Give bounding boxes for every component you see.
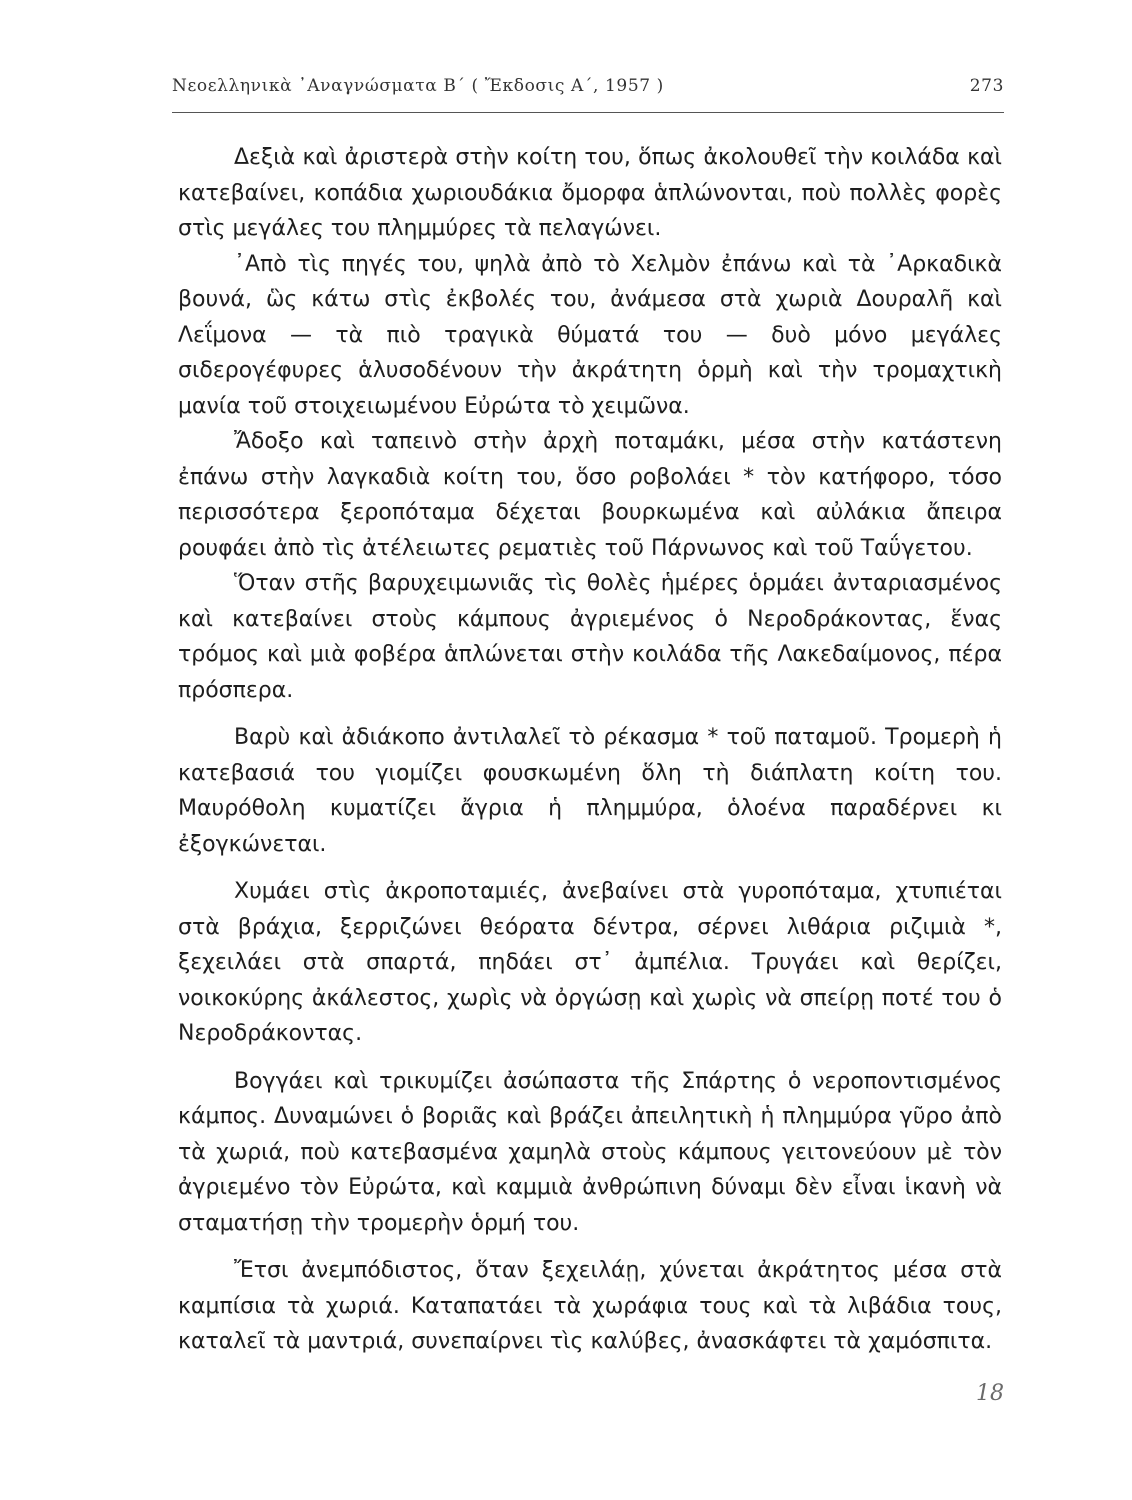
paragraph: Ἄδοξο καὶ ταπεινὸ στὴν ἀρχὴ ποταμάκι, μέσα στὴν κατάστενη ἐπάνω στὴν λαγκαδιὰ κοίτη του, ὅσο ροβολάει * τὸν κατήφορο, τόσο περισσότερα ξεροπόταμα δέχεται βουρκωμένα καὶ αὐλάκια ἄπειρα ρουφάει ἀπὸ τὶς ἀτέλειωτες ρεματιὲς τοῦ Πάρνωνος καὶ τοῦ Ταΰγετου. [178, 429, 1002, 561]
running-header [172, 74, 1004, 100]
paragraph: Βαρὺ καὶ ἀδιάκοπο ἀντιλαλεῖ τὸ ρέκασμα * τοῦ παταμοῦ. Τρομερὴ ἡ κατεβασιά του γιομίζει φουσκωμένη ὅλη τὴ διάπλατη κοίτη του. Μαυρόθολη κυματίζει ἄγρια ἡ πλημμύρα, ὁλοένα παραδέρνει κι ἐξογκώνεται. [178, 725, 1002, 857]
header-rule [172, 112, 1004, 113]
paragraph: Ὅταν στῆς βαρυχειμωνιᾶς τὶς θολὲς ἡμέρες ὁρμάει ἀνταριασμένος καὶ κατεβαίνει στοὺς κάμπους ἀγριεμένος ὁ Νεροδράκοντας, ἕνας τρόμος καὶ μιὰ φοβέρα ἁπλώνεται στὴν κοιλάδα τῆς Λακεδαίμονος, πέρα πρόσπερα. [178, 571, 1002, 703]
paragraph: ᾿Απὸ τὶς πηγές του, ψηλὰ ἀπὸ τὸ Χελμὸν ἐπάνω καὶ τὰ ᾿Αρκαδικὰ βουνά, ὣς κάτω στὶς ἐκβολές του, ἀνάμεσα στὰ χωριὰ Δουραλῆ καὶ Λεΐμονα — τὰ πιὸ τραγικὰ θύματά του — δυὸ μόνο μεγάλες σιδερογέφυρες ἁλυσοδένουν τὴν ἀκράτητη ὁρμὴ καὶ τὴν τρομαχτικὴ μανία τοῦ στοιχειωμένου Εὐρώτα τὸ χειμῶνα. [178, 251, 1002, 419]
signature-mark: 18 [976, 1381, 1004, 1406]
paragraph: Χυμάει στὶς ἀκροποταμιές, ἀνεβαίνει στὰ γυροπόταμα, χτυπιέται στὰ βράχια, ξερριζώνει θεόρατα δέντρα, σέρνει λιθάρια ριζιμιὰ *, ξεχειλάει στὰ σπαρτά, πηδάει στ᾿ ἀμπέλια. Τρυγάει καὶ θερίζει, νοικοκύρης ἀκάλεστος, χωρὶς νὰ ὀργώσῃ καὶ χωρὶς νὰ σπείρῃ ποτέ του ὁ Νεροδράκοντας. [178, 879, 1002, 1046]
page-number: 273 [969, 76, 1004, 96]
paragraph: Βογγάει καὶ τρικυμίζει ἀσώπαστα τῆς Σπάρτης ὁ νεροποντισμένος κάμπος. Δυναμώνει ὁ βοριᾶς καὶ βράζει ἀπειλητικὴ ἡ πλημμύρα γῦρο ἀπὸ τὰ χωριά, ποὺ κατεβασμένα χαμηλὰ στοὺς κάμπους γειτονεύουν μὲ τὸν ἀγριεμένο τὸν Εὐρώτα, καὶ καμμιὰ ἀνθρώπινη δύναμι δὲν εἶναι ἱκανὴ νὰ σταματήσῃ τὴν τρομερὴν ὁρμή του. [178, 1068, 1002, 1236]
body-text [178, 140, 1002, 1360]
paragraph: Δεξιὰ καὶ ἀριστερὰ στὴν κοίτη του, ὅπως ἀκολουθεῖ τὴν κοιλάδα καὶ κατεβαίνει, κοπάδια χωριουδάκια ὄμορφα ἁπλώνονται, ποὺ πολλὲς φορὲς στὶς μεγάλες του πλημμύρες τὰ πελαγώνει. [178, 145, 1002, 241]
paragraph: Ἔτσι ἀνεμπόδιστος, ὅταν ξεχειλάῃ, χύνεται ἀκράτητος μέσα στὰ καμπίσια τὰ χωριά. Καταπατάει τὰ χωράφια τους καὶ τὰ λιβάδια τους, καταλεῖ τὰ μαντριά, συνεπαίρνει τὶς καλύβες, ἀνασκάφτει τὰ χαμόσπιτα. [178, 1258, 1002, 1354]
running-header-title: Νεοελληνικὰ ᾿Αναγνώσματα Β΄ ( Ἔκδοσις Α΄, 1957 ) [172, 76, 664, 96]
